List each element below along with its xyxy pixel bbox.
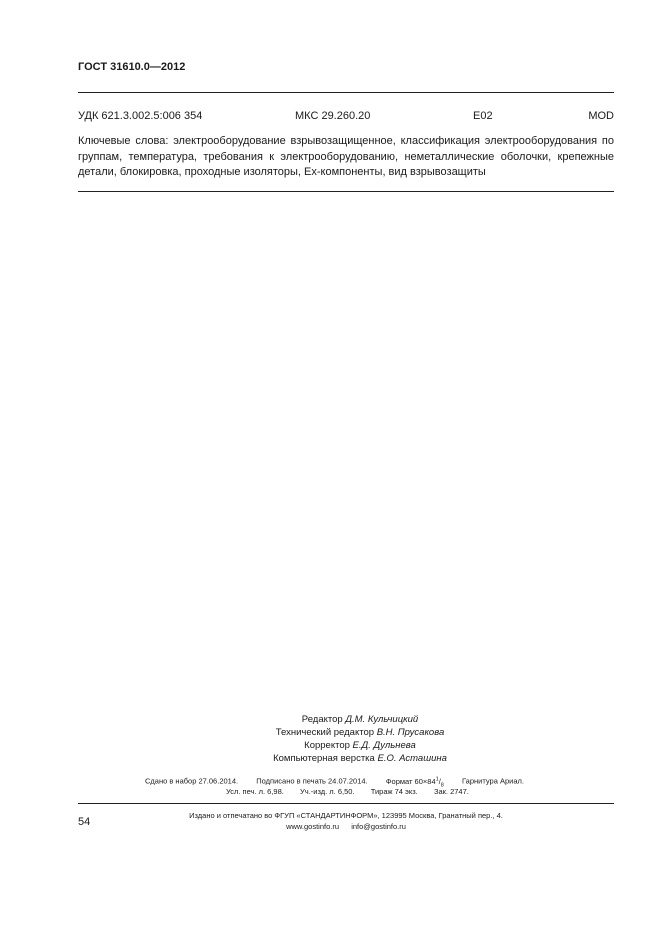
publisher-line: Издано и отпечатано во ФГУП «СТАНДАРТИНФОРМ», 123995 Москва, Гранатный пер., 4. — [189, 811, 503, 820]
publisher-email[interactable]: info@gostinfo.ru — [351, 822, 406, 831]
credit-corrector — [180, 740, 540, 753]
udk-code: УДК 621.3.002.5:006 354 — [78, 110, 203, 122]
credit-role: Технический редактор — [275, 727, 375, 738]
publisher-website[interactable]: www.gostinfo.ru — [286, 822, 340, 831]
signed-to-print: Подписано в печать 24.07.2014. — [256, 776, 368, 786]
keywords-divider — [78, 191, 614, 192]
mod-label: MOD — [588, 110, 614, 122]
credit-role: Редактор — [301, 714, 343, 725]
credit-layout — [180, 753, 540, 766]
typeface: Гарнитура Ариал. — [462, 776, 524, 786]
credit-name: Е.О. Асташина — [377, 753, 447, 764]
credit-editor — [180, 714, 540, 727]
classification-line — [78, 110, 614, 124]
top-divider — [78, 92, 614, 93]
imprint-line-2 — [226, 787, 469, 796]
credit-name: Д.М. Кульчицкий — [345, 714, 419, 725]
order-number: Зак. 2747. — [433, 787, 469, 796]
credit-name: Е.Д. Дульнева — [352, 740, 416, 751]
circulation: Тираж 74 экз. — [370, 787, 418, 796]
credit-tech-editor — [180, 727, 540, 740]
category-code: Е02 — [473, 110, 493, 122]
credit-role: Компьютерная верстка — [273, 753, 375, 764]
publisher-contacts — [78, 822, 614, 831]
credit-name: В.Н. Прусакова — [376, 727, 445, 738]
imprint-divider — [78, 803, 614, 804]
standard-title: ГОСТ 31610.0—2012 — [78, 61, 186, 73]
keywords-paragraph: Ключевые слова: электрооборудование взрывозащищенное, классификация электрооборудования по группам, температура, требования к электрооборудованию, неметаллические оболочки, крепежные детали, блокировка, проходные изоляторы, Ex-компоненты, вид взрывозащиты — [78, 135, 614, 178]
credit-role: Корректор — [304, 740, 350, 751]
sent-to-set: Сдано в набор 27.06.2014. — [145, 776, 239, 786]
print-sheets: Усл. печ. л. 6,98. — [226, 787, 284, 796]
publ-sheets: Уч.-изд. л. 6,50. — [300, 787, 355, 796]
format: Формат $60\times 84^1/_8$ — [385, 776, 444, 788]
page-number: 54 — [78, 816, 91, 828]
mks-code: МКС 29.260.20 — [295, 110, 371, 122]
